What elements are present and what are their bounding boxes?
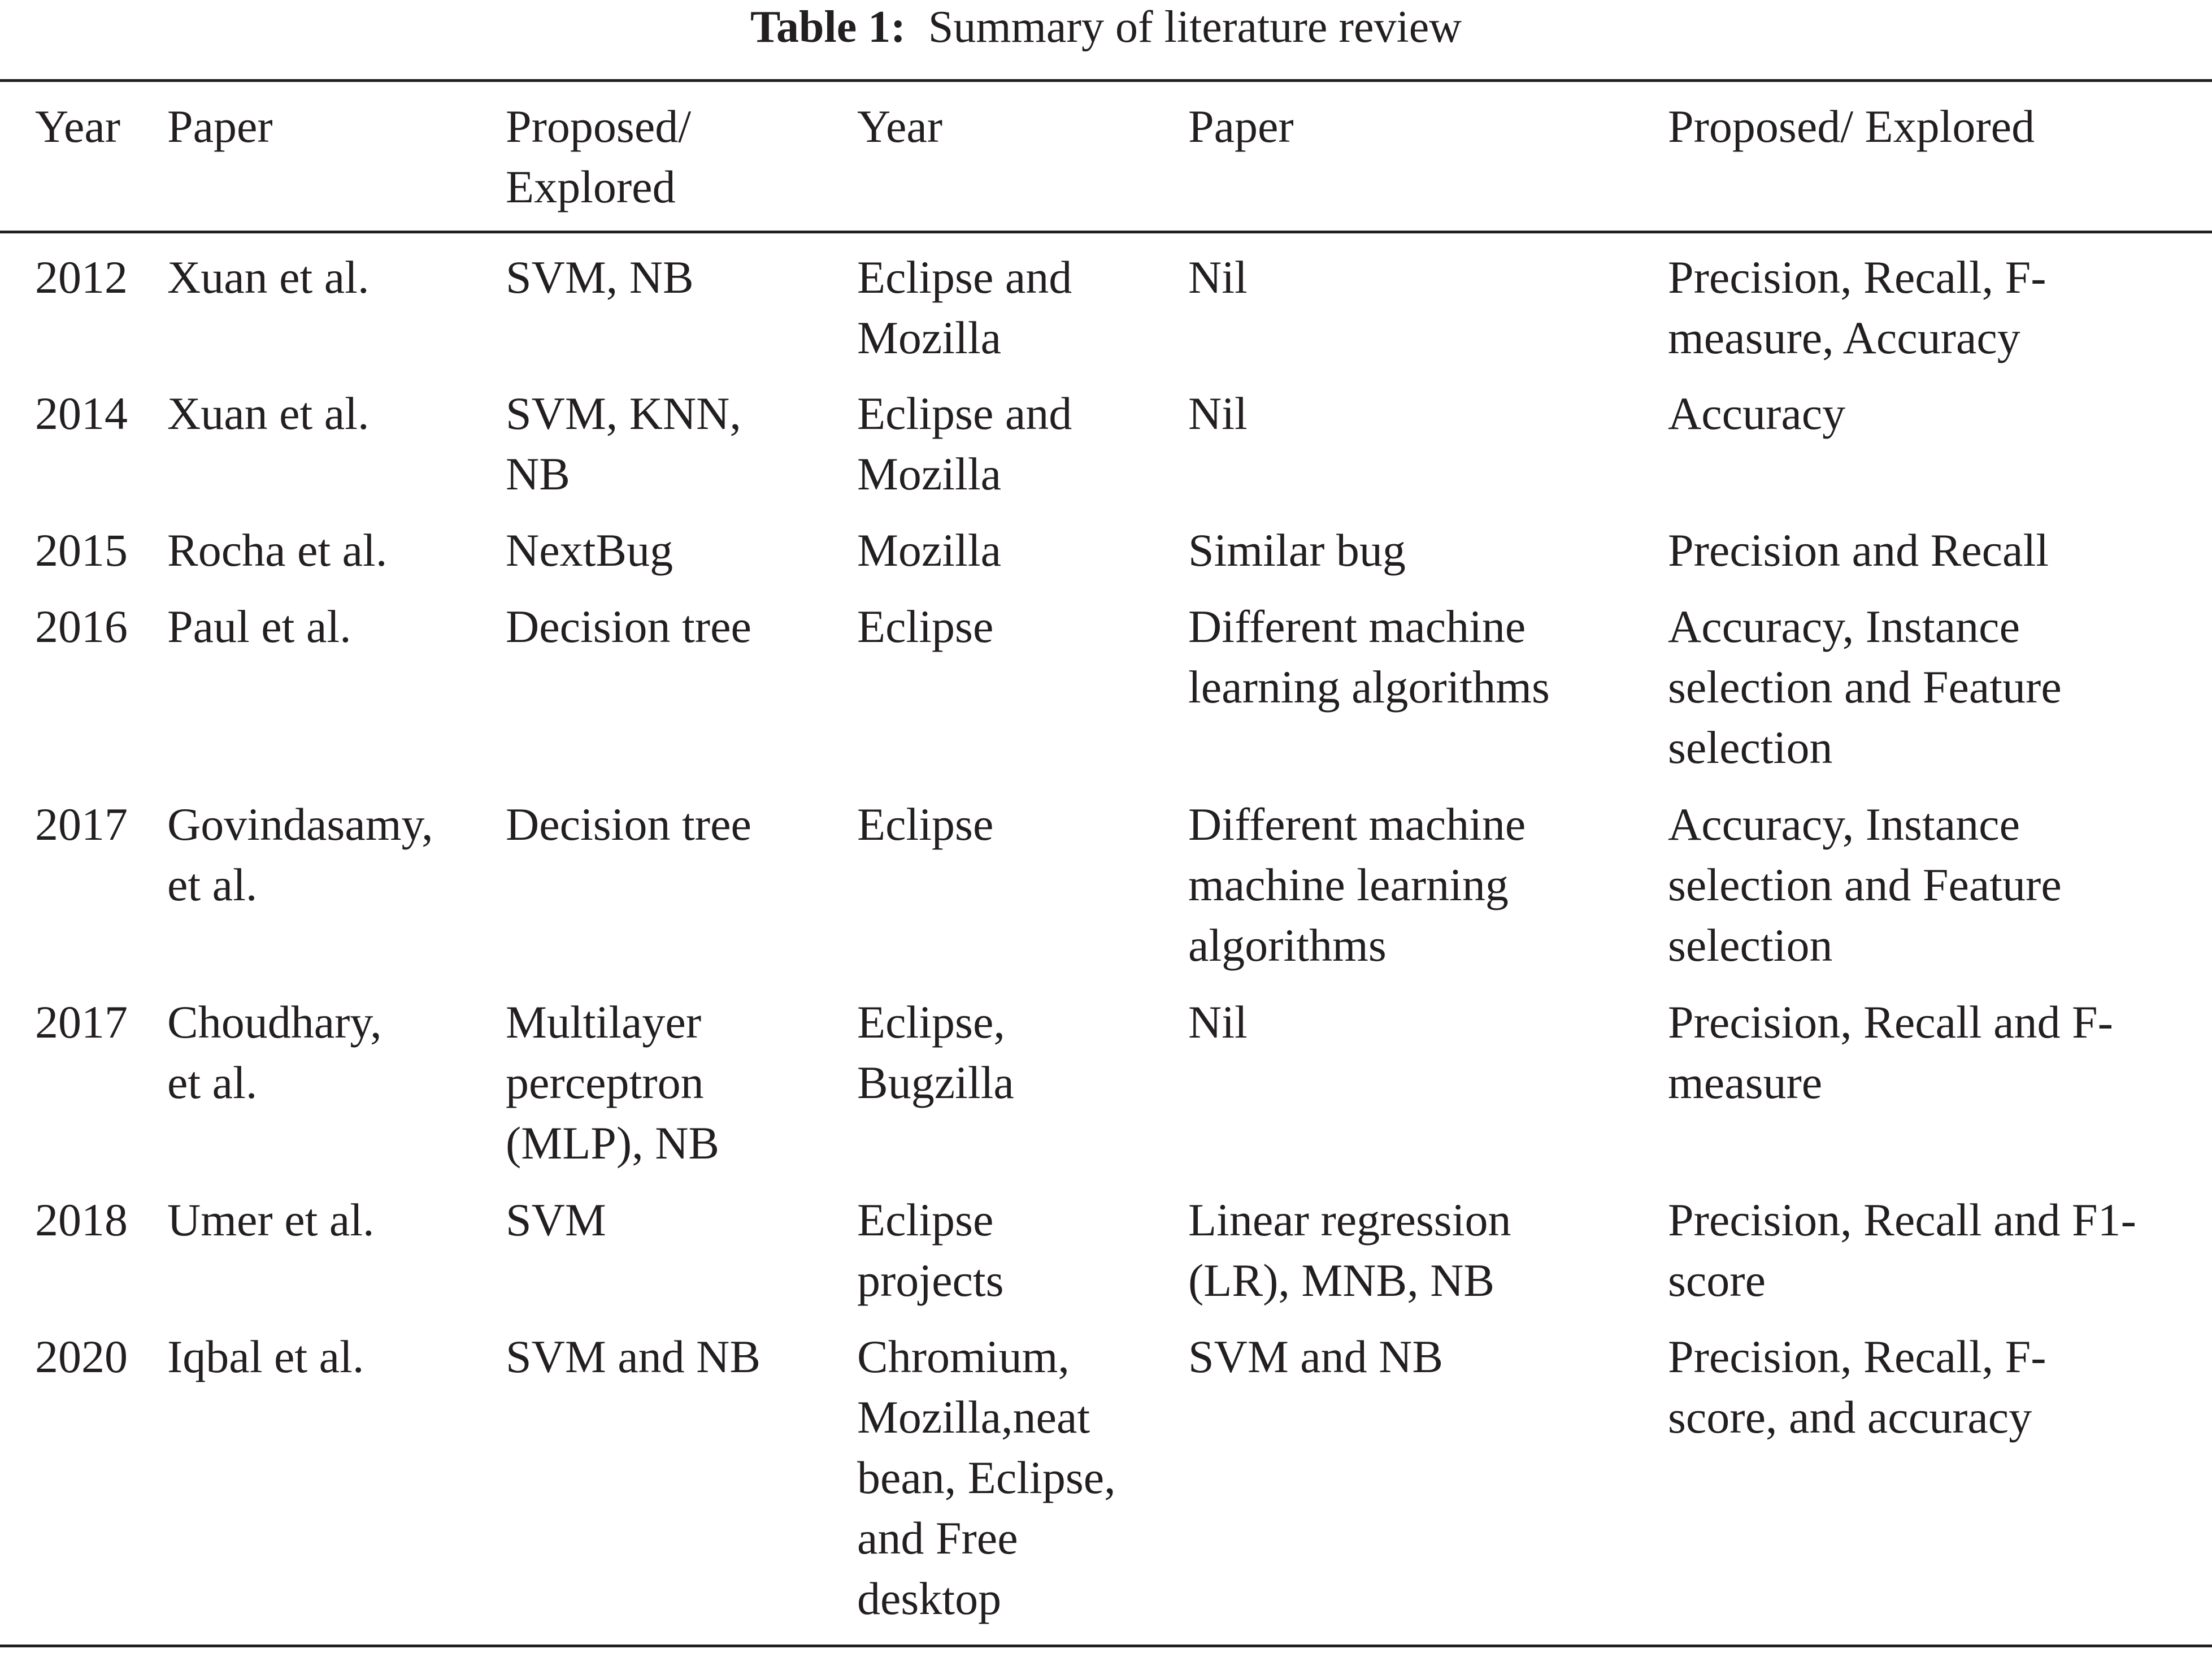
- table-cell: SVM and NB: [506, 1331, 761, 1382]
- table-cell: Precision and Recall: [1668, 524, 2049, 576]
- table-cell: 2016: [35, 601, 128, 652]
- table-cell: 2012: [35, 251, 128, 303]
- table-cell: Precision, Recall, F- measure, Accuracy: [1668, 251, 2046, 363]
- table-cell: Nil: [1188, 996, 1248, 1048]
- table-cell: Paul et al.: [167, 601, 351, 652]
- table-cell: Multilayer perceptron (MLP), NB: [506, 996, 720, 1169]
- table-cell: Precision, Recall and F- measure: [1668, 996, 2113, 1108]
- table-cell: 2018: [35, 1194, 128, 1246]
- table-cell: 2015: [35, 524, 128, 576]
- table-cell: Eclipse projects: [857, 1194, 1004, 1306]
- table-cell: NextBug: [506, 524, 673, 576]
- top-rule: [0, 79, 2212, 82]
- table-cell: Linear regression (LR), MNB, NB: [1188, 1194, 1511, 1306]
- table-cell: Choudhary, et al.: [167, 996, 382, 1108]
- table-cell: Rocha et al.: [167, 524, 388, 576]
- table-cell: SVM, KNN, NB: [506, 388, 741, 500]
- table-cell: Different machine learning algorithms: [1188, 601, 1550, 713]
- column-header-proposed-explored-2: Proposed/ Explored: [1668, 101, 2035, 152]
- table-cell: Iqbal et al.: [167, 1331, 364, 1382]
- table-cell: Mozilla: [857, 524, 1002, 576]
- table-cell: SVM: [506, 1194, 606, 1246]
- table-cell: SVM and NB: [1188, 1331, 1444, 1382]
- table-cell: Accuracy: [1668, 388, 1846, 439]
- table-cell: 2017: [35, 799, 128, 850]
- column-header-paper: Paper: [167, 101, 273, 152]
- table-cell: Precision, Recall, F- score, and accuracy: [1668, 1331, 2046, 1443]
- table-cell: Decision tree: [506, 601, 751, 652]
- column-header-year-2: Year: [857, 101, 943, 152]
- table-cell: SVM, NB: [506, 251, 694, 303]
- table-cell: Govindasamy, et al.: [167, 799, 433, 910]
- table-cell: Eclipse and Mozilla: [857, 388, 1072, 500]
- table-cell: Eclipse: [857, 799, 994, 850]
- bottom-rule: [0, 1645, 2212, 1647]
- table-cell: Accuracy, Instance selection and Feature selection: [1668, 601, 2062, 773]
- column-header-paper-2: Paper: [1188, 101, 1294, 152]
- column-header-year: Year: [35, 101, 121, 152]
- table-cell: 2014: [35, 388, 128, 439]
- table-cell: Precision, Recall and F1- score: [1668, 1194, 2136, 1306]
- table-cell: Similar bug: [1188, 524, 1406, 576]
- column-header-proposed-explored: Proposed/ Explored: [506, 101, 691, 212]
- table-cell: Nil: [1188, 388, 1248, 439]
- table-cell: Xuan et al.: [167, 251, 370, 303]
- table-cell: Umer et al.: [167, 1194, 375, 1246]
- table-caption: [0, 0, 2212, 62]
- table-cell: Nil: [1188, 251, 1248, 303]
- table-cell: Xuan et al.: [167, 388, 370, 439]
- table-cell: Accuracy, Instance selection and Feature selection: [1668, 799, 2062, 971]
- table-cell: Different machine machine learning algorithms: [1188, 799, 1526, 971]
- table-cell: Eclipse, Bugzilla: [857, 996, 1014, 1108]
- table-cell: Eclipse: [857, 601, 994, 652]
- table-cell: Decision tree: [506, 799, 751, 850]
- caption-title: Summary of literature review: [928, 2, 1462, 52]
- caption-label: Table 1:: [750, 2, 906, 52]
- header-rule: [0, 231, 2212, 233]
- table-cell: Chromium, Mozilla,neat bean, Eclipse, and Free desktop: [857, 1331, 1116, 1624]
- table-cell: 2017: [35, 996, 128, 1048]
- table-cell: 2020: [35, 1331, 128, 1382]
- table-cell: Eclipse and Mozilla: [857, 251, 1072, 363]
